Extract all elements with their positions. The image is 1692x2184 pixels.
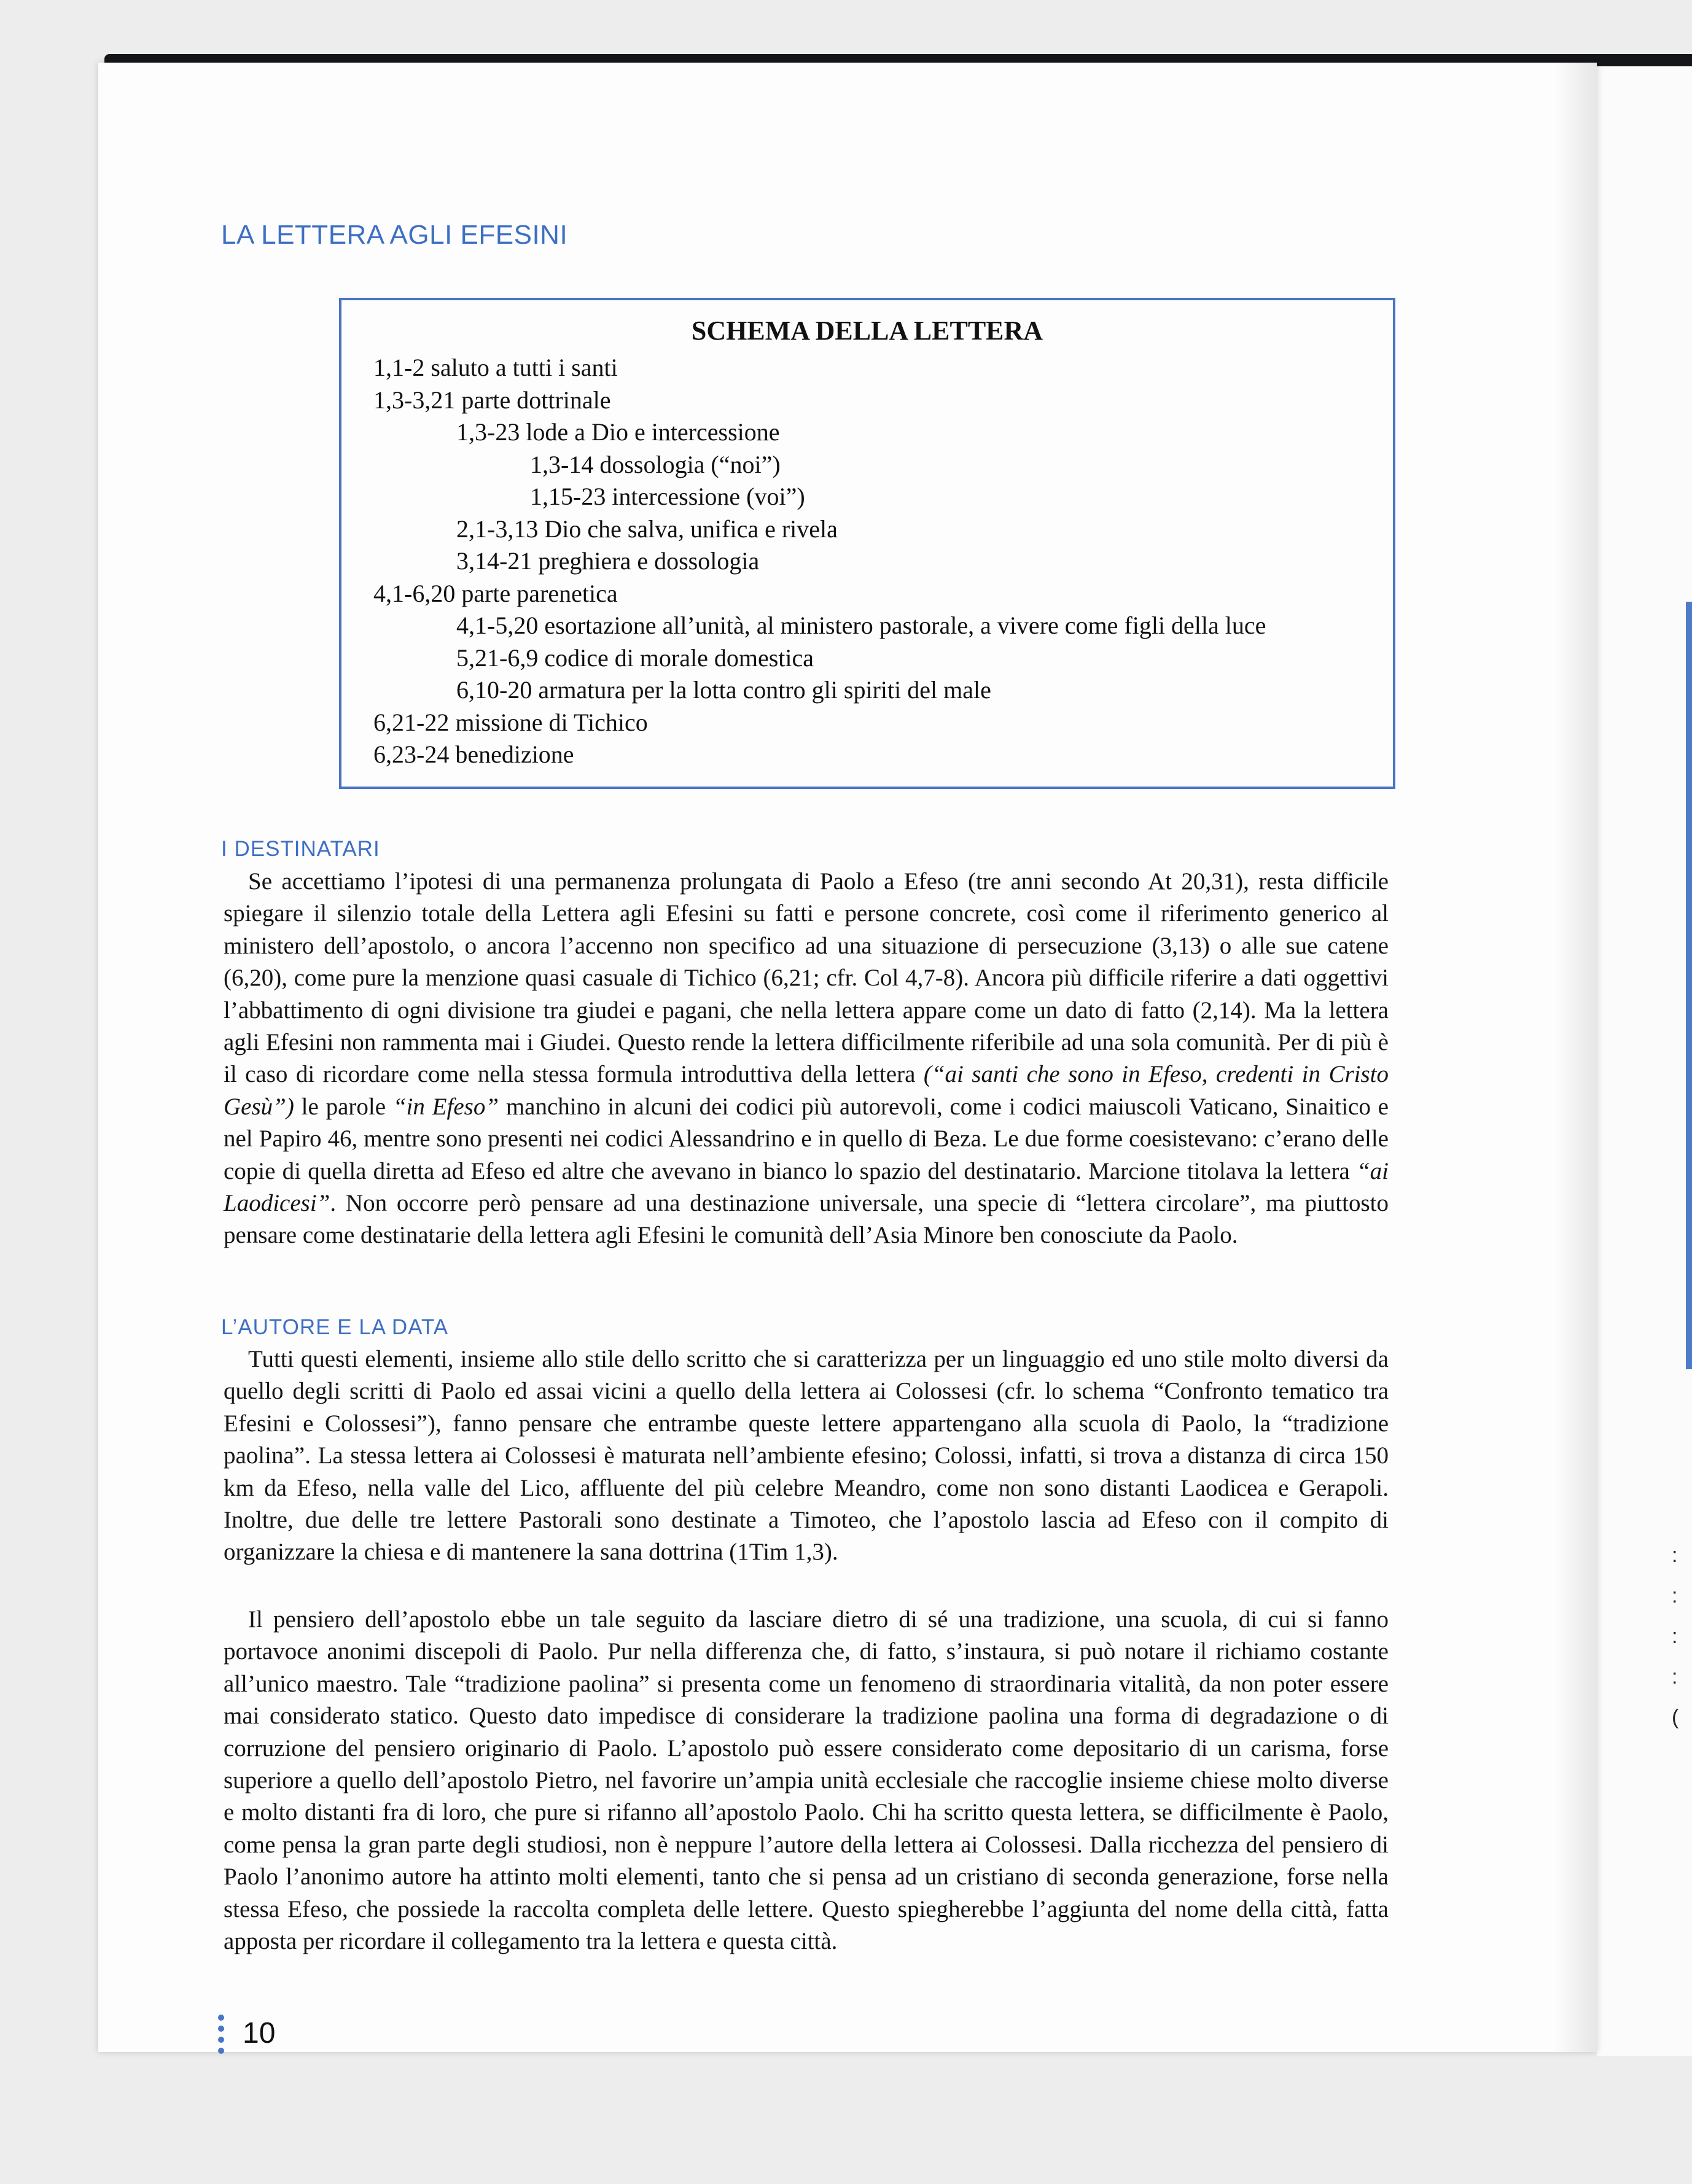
autore-paragraph-1-text: Tutti questi elementi, insieme allo stile dello scritto che si caratterizza per un linguaggio ed uno stile molto diversi da quello degli scritti di Paolo ed assai vicini a quello della lettera ai Colossesi (cfr. lo schema “Confronto tematico tra Efesini e Colossesi”), fanno pensare che entrambe queste lettere appartengano alla scuola di Paolo, la “tradizione paolina”. La stessa lettera ai Colossesi è maturata nell’ambiente efesino; Colossi, infatti, si trova a distanza di circa 150 km da Efeso, nella valle del Lico, affluente del più celebre Meandro, come non sono distanti Laodicea e Gerapoli. Inoltre, due delle tre lettere Pastorali sono destinate a Timoteo, che l’apostolo lascia ad Efeso con il compito di organizzare la chiesa e di mantenere la sana dottrina (1Tim 1,3).	[224, 1346, 1389, 1566]
autore-paragraph-1	[224, 1343, 1389, 1569]
text-segment: manchino in alcuni dei codici più autorevoli, come i codici maiuscoli Vaticano, Sinaitico e nel Papiro 46, mentre sono presenti nei codici Alessandrino e in quello di Beza. Le due forme coesistevano: c’erano delle copie di quella diretta ad Efeso ed altre che avevano in bianco lo spazio del destinatario. Marcione titolava la lettera	[224, 1093, 1389, 1184]
next-page-color-bar	[1686, 602, 1692, 1369]
destinatari-paragraph	[224, 866, 1389, 1252]
schema-title: SCHEMA DELLA LETTERA	[691, 316, 1043, 346]
autore-paragraph-2-text: Il pensiero dell’apostolo ebbe un tale seguito da lasciare dietro di sé una tradizione, una scuola, di cui si fanno portavoce anonimi discepoli di Paolo. Pur nella differenza che, di fatto, s’instaura, si può notare il richiamo costante all’unico maestro. Tale “tradizione paolina” si presenta come un fenomeno di straordinaria vitalità, da non poter essere mai considerato statico. Questo dato impedisce di considerare la tradizione paolina una forma di degradazione o di corruzione del pensiero originario di Paolo. L’apostolo può essere considerato come depositario di un carisma, forse superiore a quello dell’apostolo Pietro, nel favorire un’ampia unità ecclesiale che raccoglie insieme chiese molto diverse e molto distanti fra di loro, che pure si rifanno all’apostolo Paolo. Chi ha scritto questa lettera, se difficilmente è Paolo, come pensa la gran parte degli studiosi, non è neppure l’autore della lettera ai Colossesi. Dalla ricchezza del pensiero di Paolo l’anonimo autore ha attinto molti elementi, tanto che si pensa ad un cristiano di seconda generazione, forse nella stessa Efeso, che possiede la raccolta completa delle lettere. Questo spiegherebbe l’aggiunta del nome della città, fatta apposta per ricordare il collegamento tra la lettera e questa città.	[224, 1606, 1389, 1955]
schema-line: 6,10-20 armatura per la lotta contro gli spiriti del male	[456, 676, 991, 704]
schema-line: 1,3-14 dossologia (“noi”)	[530, 450, 781, 478]
schema-line: 6,21-22 missione di Tichico	[373, 708, 648, 736]
page-gutter-shadow	[1554, 63, 1597, 2052]
destinatari-heading: I DESTINATARI	[221, 837, 380, 861]
page-number-dots	[218, 2015, 224, 2059]
schema-box	[339, 298, 1395, 789]
text-segment: le parole	[294, 1093, 393, 1120]
autore-heading: L’AUTORE E LA DATA	[221, 1315, 449, 1339]
italic-quote: (“ai santi che sono in Efeso, credenti in Cristo Gesù”)	[224, 1061, 1389, 1120]
autore-paragraph-2	[224, 1604, 1389, 1957]
schema-line: 1,3-3,21 parte dottrinale	[373, 386, 611, 414]
text-segment: Se accettiamo l’ipotesi di una permanenza prolungata di Paolo a Efeso (tre anni secondo At 20,31), resta difficile spiegare il silenzio totale della Lettera agli Efesini su fatti e persone concrete, così come il riferimento generico al ministero dell’apostolo, o ancora l’accenno non specifico ad una situazione di persecuzione (3,13) o alle sue catene (6,20), come pure la menzione quasi casuale di Tichico (6,21; cfr. Col 4,7-8). Ancora più difficile riferire a dati oggettivi l’abbattimento di ogni divisione tra giudei e pagani, che nella lettera appare come un dato di fatto (2,14). Ma la lettera agli Efesini non rammenta mai i Giudei. Questo rende la lettera difficilmente riferibile ad una sola comunità. Per di più è il caso di ricordare come nella stessa formula introduttiva della lettera	[224, 868, 1389, 1088]
schema-line: 5,21-6,9 codice di morale domestica	[456, 643, 814, 672]
text-segment: . Non occorre però pensare ad una destinazione universale, una specie di “lettera circolare”, ma piuttosto pensare come destinatarie della lettera agli Efesini le comunità dell’Asia Minore ben conosciute da Paolo.	[224, 1190, 1389, 1249]
schema-line: 1,3-23 lode a Dio e intercessione	[456, 418, 780, 446]
next-page-glimpse: : : : : (	[1672, 1544, 1679, 1729]
schema-line: 2,1-3,13 Dio che salva, unifica e rivela	[456, 515, 838, 543]
page-number: 10	[243, 2017, 276, 2050]
schema-outline	[373, 352, 1266, 771]
schema-line: 4,1-5,20 esortazione all’unità, al ministero pastorale, a vivere come figli della luce	[456, 612, 1266, 639]
italic-quote: “ai Laodicesi”	[224, 1157, 1389, 1217]
schema-line: 4,1-6,20 parte parenetica	[373, 579, 618, 607]
schema-line: 3,14-21 preghiera e dossologia	[456, 547, 760, 575]
schema-line: 1,15-23 intercessione (voi”)	[530, 483, 805, 510]
next-page-edge	[1597, 66, 1692, 2056]
section-title: LA LETTERA AGLI EFESINI	[221, 220, 568, 250]
italic-quote: “in Efeso”	[392, 1093, 499, 1120]
schema-line: 1,1-2 saluto a tutti i santi	[373, 354, 618, 381]
schema-line: 6,23-24 benedizione	[373, 740, 574, 768]
